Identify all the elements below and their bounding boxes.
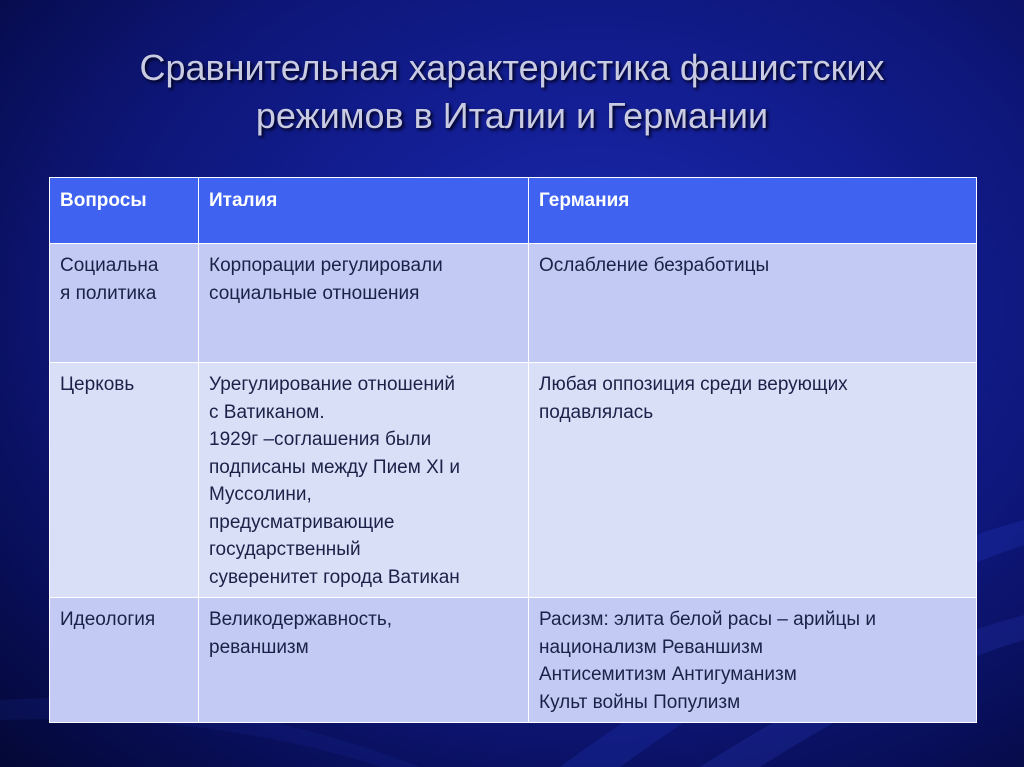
table-row — [50, 363, 977, 598]
cell-germany — [529, 598, 977, 723]
comparison-table — [49, 177, 977, 723]
cell-line: подавлялась — [539, 401, 654, 423]
cell-line: Антисемитизм Антигуманизм — [539, 664, 797, 685]
cell-line: я политика — [60, 282, 157, 304]
cell-line: 1929г –соглашения были — [209, 429, 432, 450]
cell-line: Социальна — [60, 255, 159, 276]
slide-title-line: Сравнительная характеристика фашистских — [139, 47, 885, 88]
header-topic: Вопросы — [50, 178, 199, 244]
cell-line: Церковь — [60, 374, 135, 395]
header-germany: Германия — [529, 178, 977, 244]
cell-line: подписаны между Пием XI и — [209, 456, 460, 478]
slide-title-line: режимов в Италии и Германии — [255, 95, 769, 136]
cell-line: Любая оппозиция среди верующих — [539, 374, 848, 395]
cell-italy — [199, 598, 529, 723]
slide-title — [40, 44, 984, 140]
cell-germany — [529, 363, 977, 598]
cell-italy — [199, 244, 529, 363]
cell-line: суверенитет города Ватикан — [209, 566, 460, 588]
cell-germany — [529, 244, 977, 363]
cell-line: Культ войны Популизм — [539, 691, 741, 713]
cell-line: социальные отношения — [209, 282, 420, 304]
cell-italy — [199, 363, 529, 598]
cell-line: Корпорации регулировали — [209, 255, 443, 276]
cell-line: реваншизм — [209, 636, 309, 658]
cell-line: с Ватиканом. — [209, 401, 325, 423]
cell-line: Идеология — [60, 609, 156, 630]
header-italy: Италия — [199, 178, 529, 244]
table-header-row — [50, 178, 977, 244]
cell-line: предусматривающие — [209, 511, 395, 533]
cell-line: государственный — [209, 539, 361, 560]
table-row — [50, 244, 977, 363]
cell-topic — [50, 244, 199, 363]
cell-line: национализм Реваншизм — [539, 636, 763, 658]
cell-line: Муссолини, — [209, 484, 312, 505]
cell-line: Ослабление безработицы — [539, 255, 770, 276]
table-row — [50, 598, 977, 723]
cell-line: Урегулирование отношений — [209, 374, 456, 395]
cell-topic — [50, 598, 199, 723]
cell-line: Великодержавность, — [209, 609, 393, 630]
cell-topic — [50, 363, 199, 598]
cell-line: Расизм: элита белой расы – арийцы и — [539, 609, 876, 630]
